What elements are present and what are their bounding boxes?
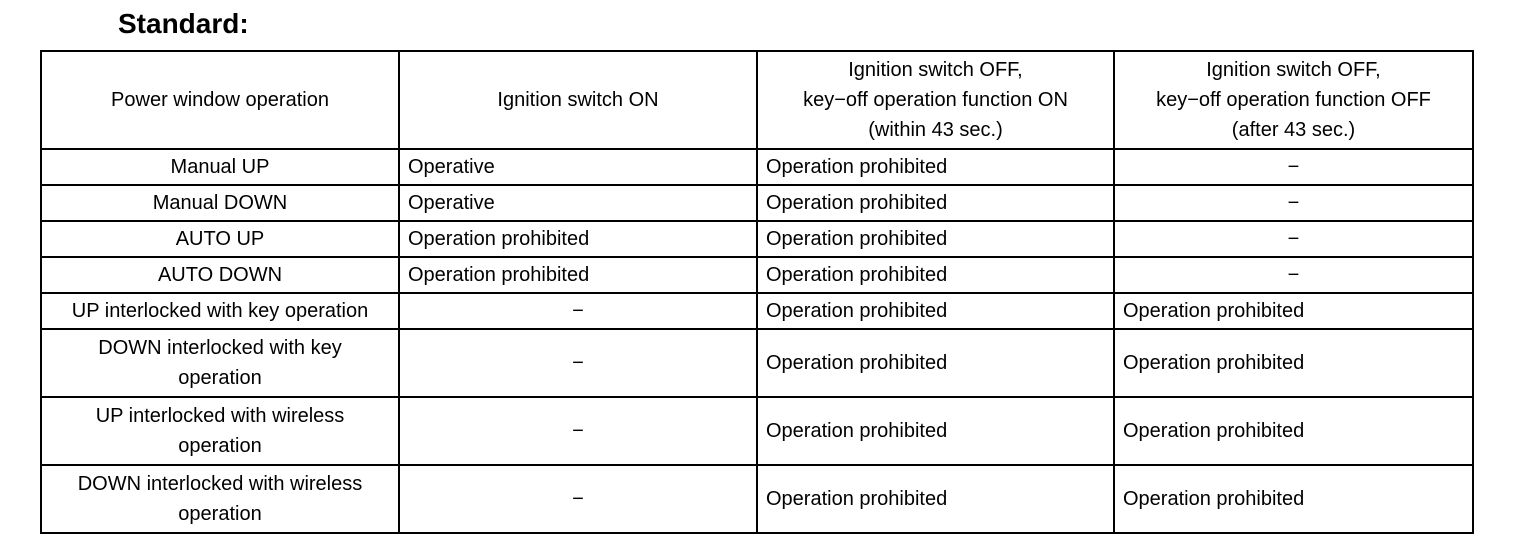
header-ignition-on: Ignition switch ON	[399, 51, 757, 149]
header-line: key−off operation function ON	[803, 89, 1068, 111]
off-after-cell: Operation prohibited	[1114, 329, 1473, 397]
operation-cell	[41, 465, 399, 533]
table-row	[41, 257, 1473, 293]
table-row	[41, 293, 1473, 329]
off-within-cell: Operation prohibited	[757, 149, 1114, 185]
header-line: (within 43 sec.)	[868, 119, 1003, 141]
off-after-cell: −	[1114, 257, 1473, 293]
off-after-cell: −	[1114, 149, 1473, 185]
operation-line: operation	[178, 503, 262, 525]
table-row	[41, 329, 1473, 397]
ignition-on-cell: Operative	[399, 149, 757, 185]
operation-cell: Manual DOWN	[41, 185, 399, 221]
operation-cell	[41, 397, 399, 465]
off-within-cell: Operation prohibited	[757, 397, 1114, 465]
ignition-on-cell: −	[399, 397, 757, 465]
ignition-on-cell: −	[399, 465, 757, 533]
operation-cell: AUTO UP	[41, 221, 399, 257]
table-row	[41, 221, 1473, 257]
ignition-on-cell: −	[399, 293, 757, 329]
header-line: key−off operation function OFF	[1156, 89, 1431, 111]
header-power-window-operation: Power window operation	[41, 51, 399, 149]
ignition-on-cell: Operation prohibited	[399, 257, 757, 293]
table-row	[41, 149, 1473, 185]
header-line: (after 43 sec.)	[1231, 119, 1356, 141]
off-after-cell: Operation prohibited	[1114, 293, 1473, 329]
off-within-cell: Operation prohibited	[757, 293, 1114, 329]
header-line: Ignition switch OFF,	[1206, 59, 1381, 81]
header-ignition-off-after	[1114, 51, 1473, 149]
ignition-on-cell: Operation prohibited	[399, 221, 757, 257]
operation-cell: Manual UP	[41, 149, 399, 185]
operation-line: operation	[178, 367, 262, 389]
table-row	[41, 397, 1473, 465]
power-window-operation-table	[40, 50, 1474, 534]
header-ignition-off-within	[757, 51, 1114, 149]
operation-line: DOWN interlocked with key	[98, 337, 342, 359]
off-within-cell: Operation prohibited	[757, 257, 1114, 293]
header-line: Ignition switch OFF,	[848, 59, 1023, 81]
off-within-cell: Operation prohibited	[757, 185, 1114, 221]
operation-line: operation	[178, 435, 262, 457]
off-after-cell: Operation prohibited	[1114, 465, 1473, 533]
off-within-cell: Operation prohibited	[757, 329, 1114, 397]
off-after-cell: −	[1114, 221, 1473, 257]
table-row	[41, 185, 1473, 221]
off-after-cell: Operation prohibited	[1114, 397, 1473, 465]
table-header-row	[41, 51, 1473, 149]
ignition-on-cell: Operative	[399, 185, 757, 221]
page-title: Standard:	[118, 8, 249, 39]
off-after-cell: −	[1114, 185, 1473, 221]
operation-cell: AUTO DOWN	[41, 257, 399, 293]
operation-cell: UP interlocked with key operation	[41, 293, 399, 329]
operation-cell	[41, 329, 399, 397]
off-within-cell: Operation prohibited	[757, 465, 1114, 533]
table-row	[41, 465, 1473, 533]
operation-line: UP interlocked with wireless	[95, 405, 345, 427]
off-within-cell: Operation prohibited	[757, 221, 1114, 257]
ignition-on-cell: −	[399, 329, 757, 397]
operation-line: DOWN interlocked with wireless	[77, 473, 363, 495]
